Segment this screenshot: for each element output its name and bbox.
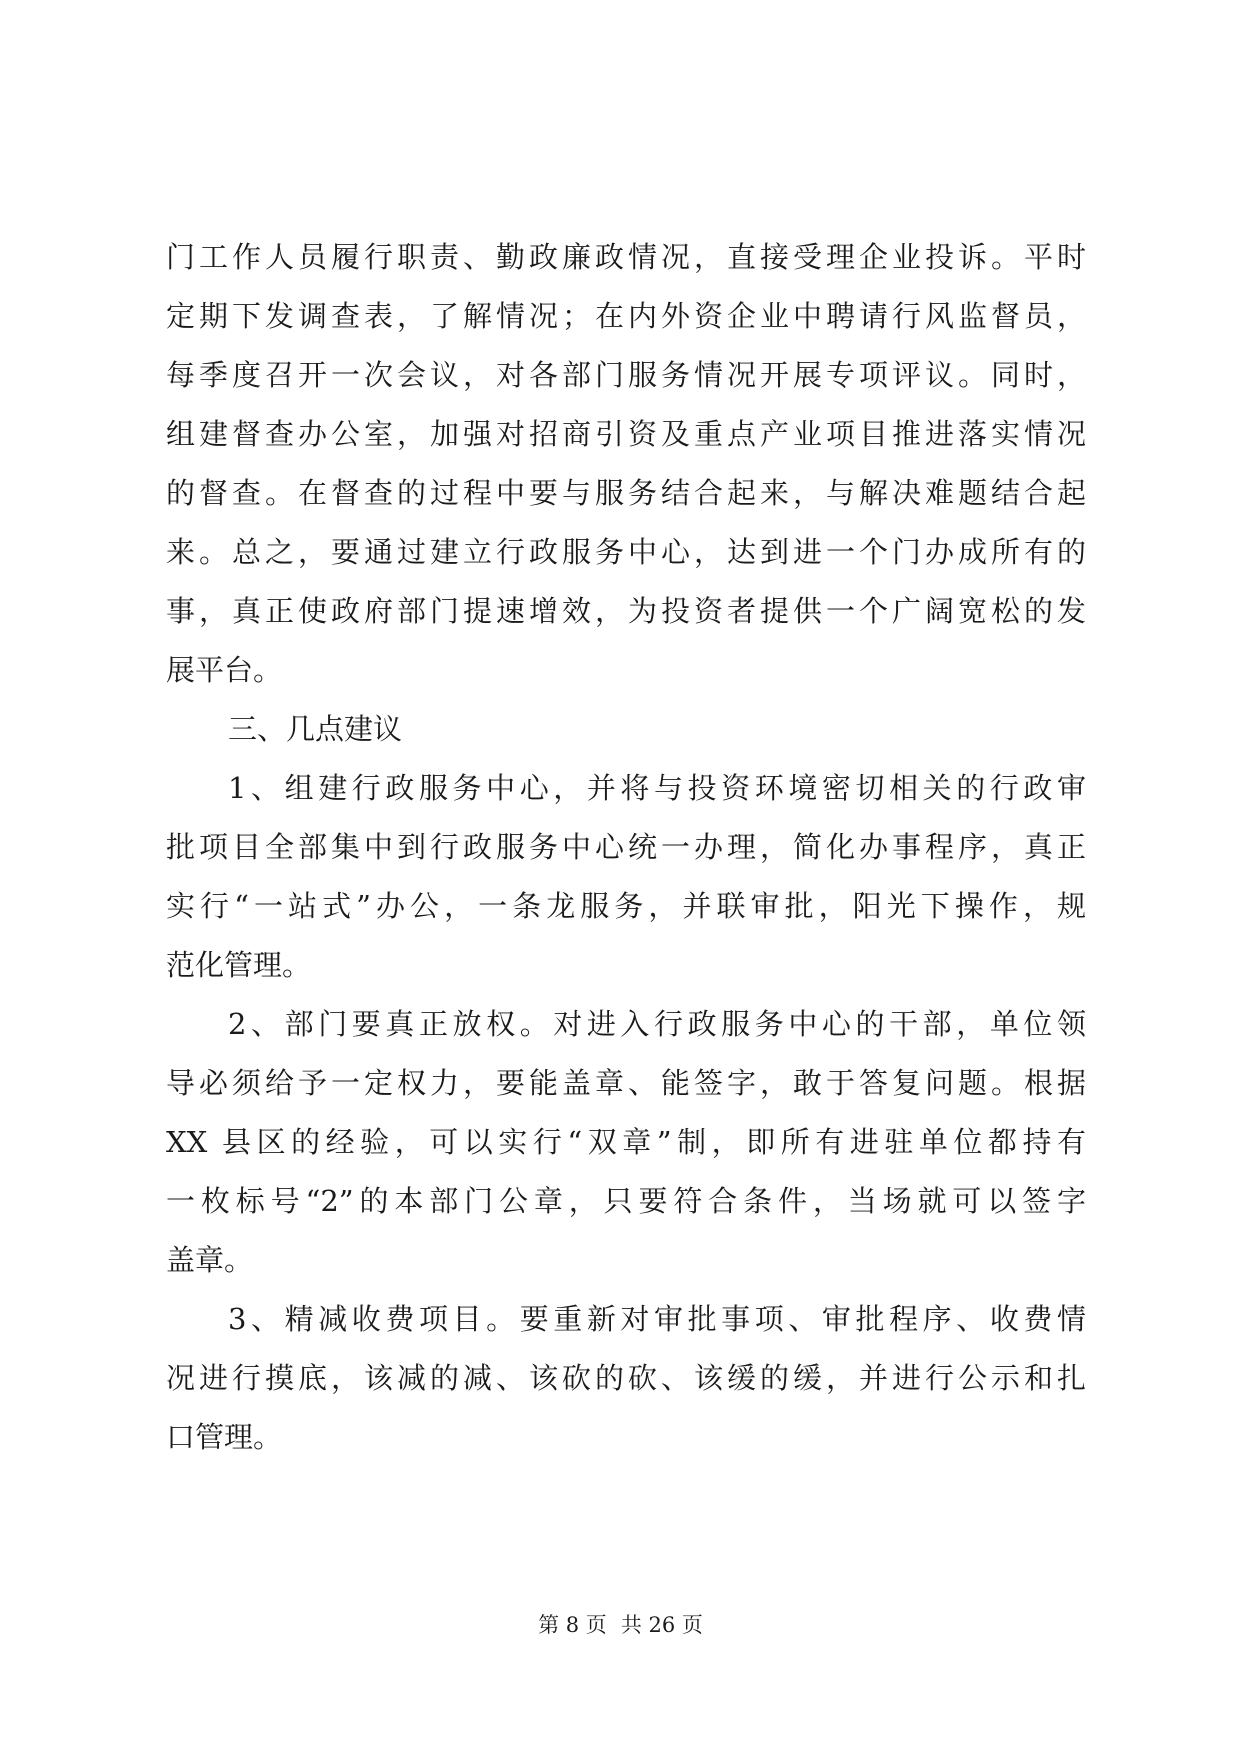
- text-line: 展平台。: [166, 653, 283, 687]
- text-line: XX 县区的经验，可以实行“双章”制，即所有进驻单位都持有: [166, 1125, 1086, 1159]
- text-line: 每季度召开一次会议，对各部门服务情况开展专项评议。同时，: [166, 358, 1086, 392]
- text-line: 口管理。: [166, 1420, 283, 1454]
- text-line: 事，真正使政府部门提速增效，为投资者提供一个广阔宽松的发: [166, 594, 1086, 628]
- text-line: 况进行摸底，该减的减、该砍的砍、该缓的缓，并进行公示和扎: [166, 1361, 1086, 1395]
- text-line: 组建督查办公室，加强对招商引资及重点产业项目推进落实情况: [166, 417, 1086, 451]
- text-line: 门工作人员履行职责、勤政廉政情况，直接受理企业投诉。平时: [166, 240, 1086, 274]
- section-heading: 三、几点建议: [228, 712, 403, 746]
- text-line: 1、组建行政服务中心，并将与投资环境密切相关的行政审: [228, 771, 1086, 805]
- text-line: 实行“一站式”办公，一条龙服务，并联审批，阳光下操作，规: [166, 889, 1086, 923]
- document-body: [166, 228, 1086, 1467]
- text-line: 定期下发调查表，了解情况；在内外资企业中聘请行风监督员，: [166, 299, 1086, 333]
- text-line: 来。总之，要通过建立行政服务中心，达到进一个门办成所有的: [166, 535, 1086, 569]
- text-line: 2、部门要真正放权。对进入行政服务中心的干部，单位领: [228, 1007, 1086, 1041]
- text-line: 范化管理。: [166, 948, 312, 982]
- text-line: 的督查。在督查的过程中要与服务结合起来，与解决难题结合起: [166, 476, 1086, 510]
- page-total: 共 26 页: [620, 1613, 703, 1637]
- text-line: 盖章。: [166, 1243, 254, 1277]
- page-number: 第 8 页: [538, 1613, 607, 1637]
- page-footer: [0, 1610, 1241, 1640]
- text-line: 3、精减收费项目。要重新对审批事项、审批程序、收费情: [228, 1302, 1086, 1336]
- text-line: 一枚标号“2”的本部门公章，只要符合条件，当场就可以签字: [166, 1184, 1086, 1218]
- text-line: 批项目全部集中到行政服务中心统一办理，简化办事程序，真正: [166, 830, 1086, 864]
- text-line: 导必须给予一定权力，要能盖章、能签字，敢于答复问题。根据: [166, 1066, 1086, 1100]
